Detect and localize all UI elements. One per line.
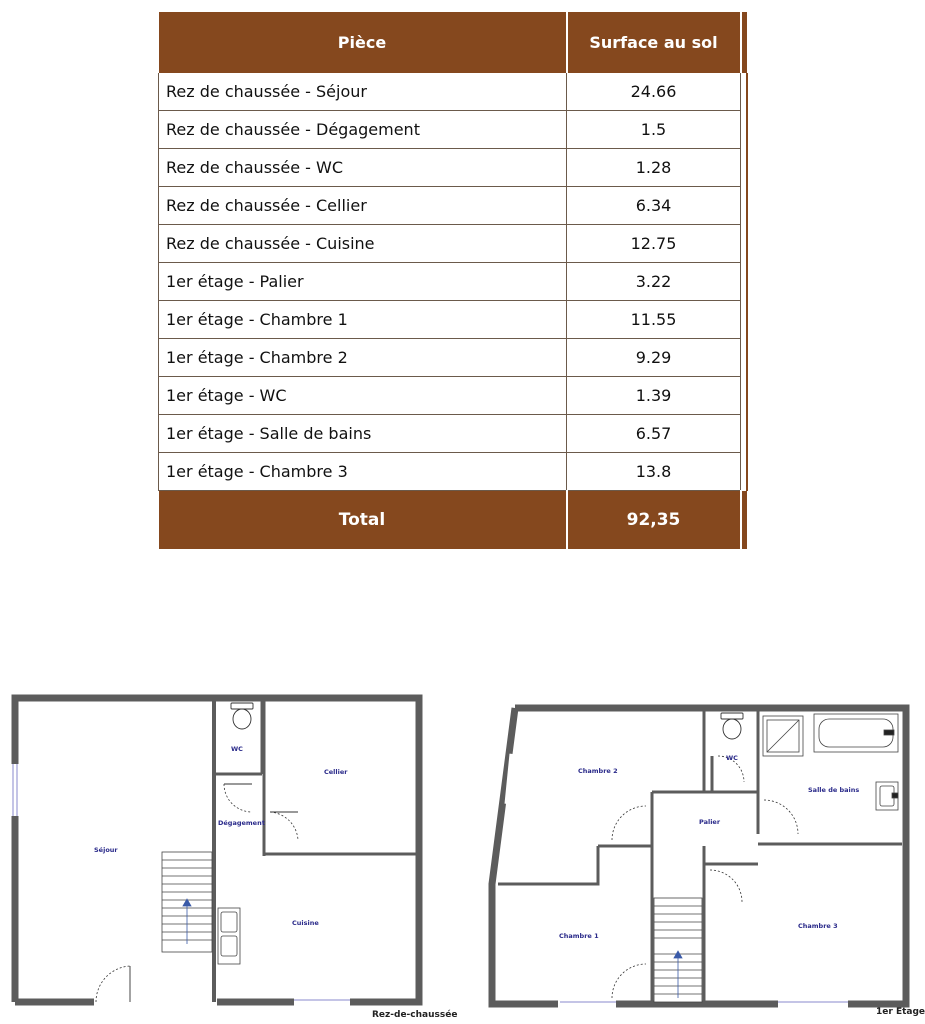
label-salle-de-bains: Salle de bains <box>808 786 860 794</box>
label-sejour: Séjour <box>94 846 118 854</box>
row-edge <box>741 73 747 111</box>
row-edge <box>741 111 747 149</box>
room-area: 9.29 <box>567 339 741 377</box>
toilet-icon <box>721 713 743 739</box>
room-name: Rez de chaussée - Séjour <box>159 73 567 111</box>
row-edge <box>741 339 747 377</box>
ground-outer-walls <box>15 698 419 1002</box>
staircase-icon <box>654 898 702 1002</box>
total-edge <box>741 491 747 550</box>
row-edge <box>741 263 747 301</box>
label-chambre1: Chambre 1 <box>559 932 599 940</box>
room-name: Rez de chaussée - Dégagement <box>159 111 567 149</box>
bathtub-icon <box>814 714 898 752</box>
ground-floor-caption: Rez-de-chaussée <box>372 1010 458 1020</box>
table-row <box>159 187 747 225</box>
table-row <box>159 415 747 453</box>
room-area: 1.39 <box>567 377 741 415</box>
table-row <box>159 377 747 415</box>
header-area: Surface au sol <box>567 12 741 73</box>
room-area: 3.22 <box>567 263 741 301</box>
ground-floor-plan <box>12 694 422 1010</box>
table-row <box>159 111 747 149</box>
room-name: 1er étage - Chambre 2 <box>159 339 567 377</box>
label-cuisine: Cuisine <box>292 919 319 927</box>
total-value: 92,35 <box>567 491 741 550</box>
row-edge <box>741 225 747 263</box>
room-area: 1.5 <box>567 111 741 149</box>
table-total-row <box>159 491 747 550</box>
room-area: 24.66 <box>567 73 741 111</box>
room-name: Rez de chaussée - Cuisine <box>159 225 567 263</box>
header-room: Pièce <box>159 12 567 73</box>
label-wc: WC <box>231 745 243 753</box>
table-row <box>159 149 747 187</box>
label-degagement: Dégagement <box>218 819 265 827</box>
room-area: 12.75 <box>567 225 741 263</box>
table-row <box>159 301 747 339</box>
room-name: 1er étage - Palier <box>159 263 567 301</box>
first-floor-drawing <box>488 704 913 1008</box>
label-wc: WC <box>726 754 738 762</box>
bathroom-sink-icon <box>876 782 898 810</box>
label-cellier: Cellier <box>324 768 348 776</box>
room-area: 11.55 <box>567 301 741 339</box>
row-edge <box>741 415 747 453</box>
room-name: 1er étage - Chambre 1 <box>159 301 567 339</box>
row-edge <box>741 377 747 415</box>
header-edge <box>741 12 747 73</box>
table-header-row <box>159 12 747 73</box>
first-floor-caption: 1er Etage <box>876 1007 925 1017</box>
table-row <box>159 73 747 111</box>
table-row <box>159 225 747 263</box>
room-name: 1er étage - Salle de bains <box>159 415 567 453</box>
label-chambre2: Chambre 2 <box>578 767 618 775</box>
room-name: Rez de chaussée - Cellier <box>159 187 567 225</box>
ground-floor-drawing <box>12 694 422 1010</box>
kitchen-sink-icon <box>218 908 240 964</box>
toilet-icon <box>231 703 253 729</box>
first-floor-plan <box>488 704 913 1008</box>
row-edge <box>741 453 747 491</box>
surface-table <box>158 12 748 549</box>
room-area: 1.28 <box>567 149 741 187</box>
room-area: 6.57 <box>567 415 741 453</box>
total-label: Total <box>159 491 567 550</box>
staircase-icon <box>162 852 212 952</box>
row-edge <box>741 301 747 339</box>
row-edge <box>741 187 747 225</box>
label-palier: Palier <box>699 818 721 826</box>
room-area: 13.8 <box>567 453 741 491</box>
table-row <box>159 263 747 301</box>
table-row <box>159 453 747 491</box>
table-row <box>159 339 747 377</box>
room-name: Rez de chaussée - WC <box>159 149 567 187</box>
room-name: 1er étage - WC <box>159 377 567 415</box>
room-name: 1er étage - Chambre 3 <box>159 453 567 491</box>
row-edge <box>741 149 747 187</box>
room-area: 6.34 <box>567 187 741 225</box>
shower-icon <box>763 716 803 756</box>
label-chambre3: Chambre 3 <box>798 922 838 930</box>
